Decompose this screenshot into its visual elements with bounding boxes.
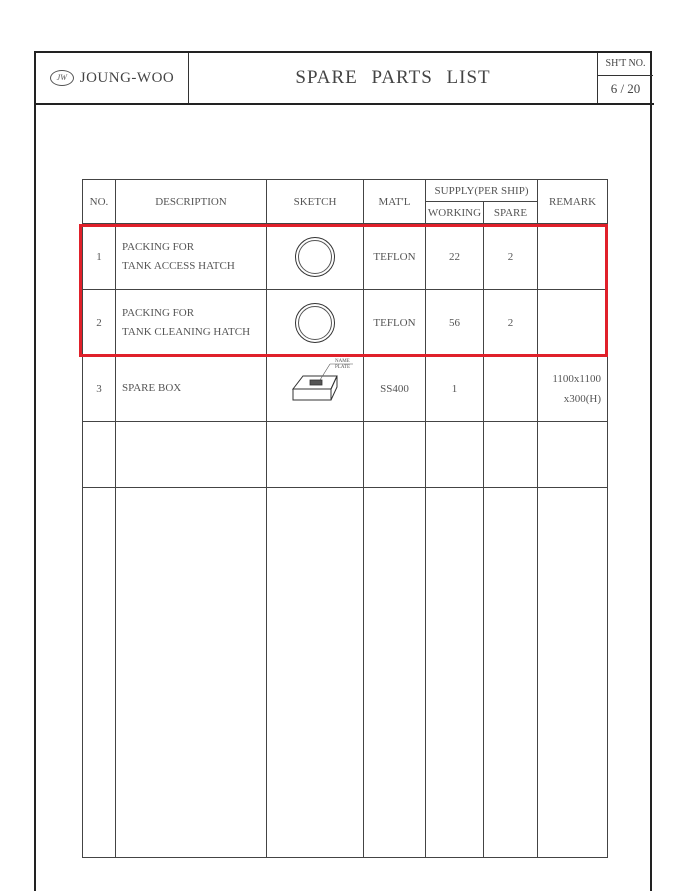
row-no: 3	[83, 356, 116, 422]
sketch-label-name: NAME	[335, 359, 350, 364]
row-description-line2: TANK CLEANING HATCH	[122, 325, 251, 338]
company-logo-icon: JW	[50, 70, 74, 86]
row-sketch	[267, 224, 364, 290]
table-header-row	[83, 180, 608, 202]
row-remark	[538, 224, 608, 290]
row-spare: 2	[484, 290, 538, 356]
table-row-empty	[83, 488, 608, 858]
row-sketch	[267, 290, 364, 356]
header-remark: REMARK	[538, 180, 608, 224]
header-material: MAT'L	[364, 180, 426, 224]
row-description-line1: PACKING FOR	[122, 306, 195, 319]
row-spare: 2	[484, 224, 538, 290]
row-working: 1	[426, 356, 484, 422]
row-no: 2	[83, 290, 116, 356]
header-working: WORKING	[426, 202, 484, 224]
title-block	[34, 51, 654, 105]
table-row	[83, 290, 608, 356]
box-icon	[267, 357, 364, 417]
ring-icon	[295, 303, 335, 343]
row-remark-line1: 1100x1100	[552, 372, 602, 385]
header-sketch: SKETCH	[267, 180, 364, 224]
company-name: JOUNG-WOO	[79, 69, 175, 86]
spare-parts-table	[82, 179, 608, 858]
row-description-line2: TANK ACCESS HATCH	[122, 259, 235, 272]
row-description: SPARE BOX	[116, 356, 267, 422]
header-no: NO.	[83, 180, 116, 224]
table-row	[83, 356, 608, 422]
ring-icon	[295, 237, 335, 277]
company-logo	[36, 53, 189, 103]
header-spare: SPARE	[484, 202, 538, 224]
sheet-number-value: 6 / 20	[610, 81, 641, 96]
row-sketch	[267, 356, 364, 422]
sheet-number-label: SH'T NO.	[598, 53, 653, 76]
row-remark-line2: x300(H)	[563, 392, 602, 405]
row-remark	[538, 290, 608, 356]
table-row-empty	[83, 422, 608, 488]
row-working: 56	[426, 290, 484, 356]
row-material: TEFLON	[364, 290, 426, 356]
row-description-line1: PACKING FOR	[122, 240, 195, 253]
row-remark	[538, 356, 608, 422]
sketch-label-plate: PLATE	[335, 365, 350, 370]
row-material: TEFLON	[364, 224, 426, 290]
row-working: 22	[426, 224, 484, 290]
row-description	[116, 224, 267, 290]
header-supply: SUPPLY(PER SHIP)	[426, 180, 538, 202]
row-description	[116, 290, 267, 356]
sheet-number-box	[597, 53, 653, 103]
row-no: 1	[83, 224, 116, 290]
table-row	[83, 224, 608, 290]
header-description: DESCRIPTION	[116, 180, 267, 224]
row-material: SS400	[364, 356, 426, 422]
document-title: SPARE PARTS LIST	[295, 67, 491, 88]
row-spare	[484, 356, 538, 422]
